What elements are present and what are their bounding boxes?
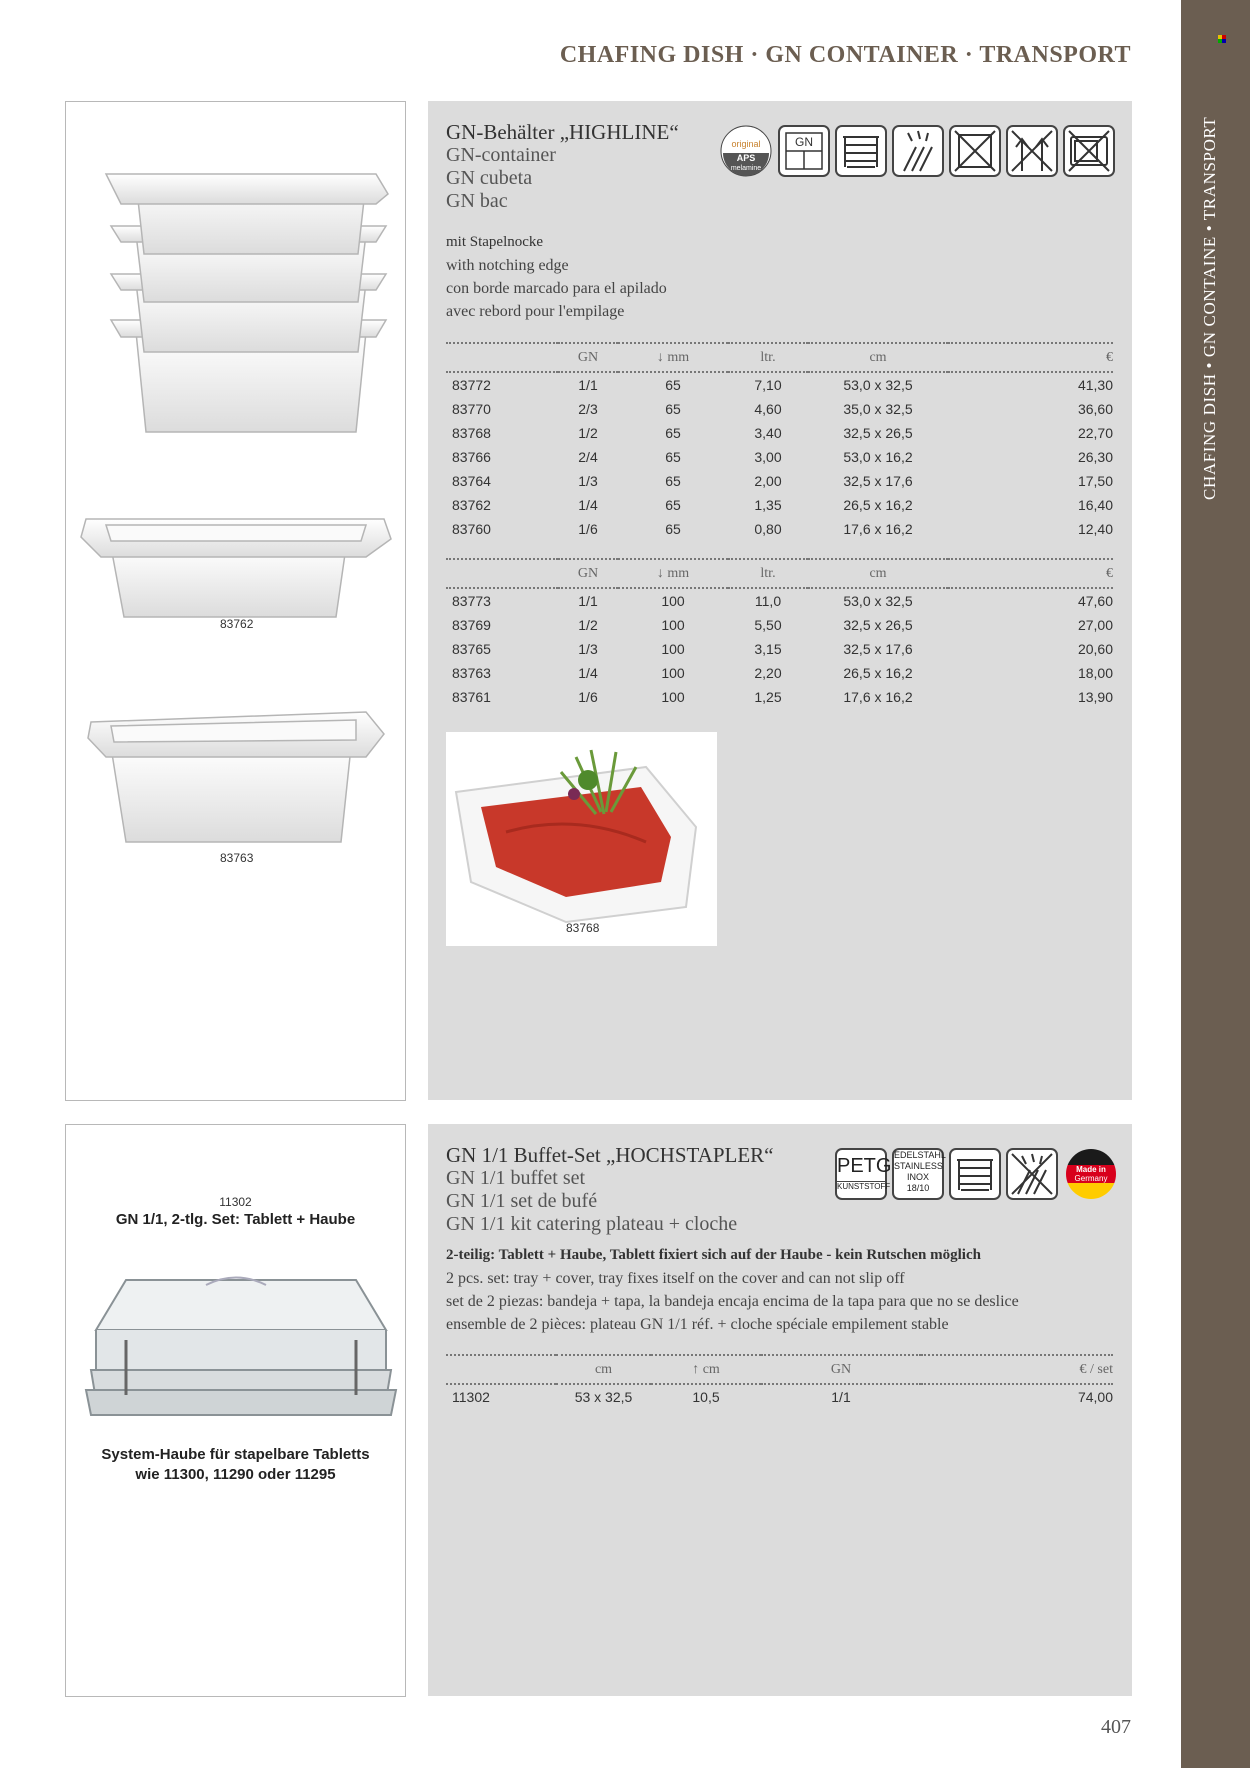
header-price: € [1106,565,1113,581]
badge-aps: APS [736,153,756,163]
steel-line1: EDELSTAHL [894,1150,946,1160]
table-cell: 36,60 [1077,401,1113,417]
table-cell: 12,40 [1077,521,1113,537]
product-heading [446,121,679,213]
left-footer-line2: wie 11300, 11290 oder 11295 [135,1466,336,1483]
header-mm: ↓ mm [656,349,690,365]
desc-es: con borde marcado para el apilado [446,280,667,297]
table-header [446,1355,1113,1384]
left-footer-line1: System-Haube für stapelbare Tabletts [101,1446,370,1463]
product-title: GN-Behälter „HIGHLINE“ [446,120,679,144]
table-cell: 2/4 [578,449,598,465]
table-cell: 0,80 [754,521,782,537]
buffet-set-image [66,1250,405,1430]
table-header [446,343,1113,372]
gn-icon-label: GN [795,135,813,149]
petg-label: PETG [837,1155,892,1177]
table-cell: 35,0 x 32,5 [843,401,913,417]
steel-line3: INOX [906,1172,929,1182]
desc-de: 2-teilig: Tablett + Haube, Tablett fixiert sich auf der Haube - kein Rutschen möglich [446,1247,981,1263]
buffet-set-image-frame [65,1124,406,1697]
stackable-icon [835,125,887,177]
badge-original: original [731,139,761,149]
table-cell: 100 [661,689,685,705]
table-cell: 32,5 x 17,6 [843,473,913,489]
page-title: CHAFING DISH · GN CONTAINER · TRANSPORT [559,42,1131,68]
subtitle-fr: GN bac [446,190,508,212]
table-row [446,1384,1113,1409]
table-header [446,559,1113,588]
table-cell: 83766 [452,449,491,465]
header-price: € [1106,349,1113,365]
table-cell: 27,00 [1077,617,1113,633]
steel-line4: 18/10 [906,1183,930,1193]
left-footer [66,1445,405,1485]
table-cell: 32,5 x 26,5 [843,617,913,633]
germany-line2: Germany [1074,1174,1108,1183]
table-cell: 65 [665,473,681,489]
table-cell: 4,60 [754,401,782,417]
table-cell: 1/6 [578,521,598,537]
arrow-down-icon: ↓ [656,349,664,365]
header-gn: GN [577,565,599,581]
arrow-down-icon: ↓ [656,565,664,581]
desc-es: set de 2 piezas: bandeja + tapa, la bandeja encaja encima de la tapa para que no se deslice [446,1293,1019,1310]
table-body [446,372,1113,541]
steel-line2: STAINLESS [894,1161,943,1171]
header-gn: GN [577,349,599,365]
stainless-icon [892,1148,944,1200]
no-microwave-icon [1063,125,1115,177]
table-row [446,685,1113,709]
table-row [446,661,1113,685]
table-cell: 83764 [452,473,491,489]
header-cm: cm [869,349,887,365]
caption-83768: 83768 [566,921,600,935]
table-cell: 83760 [452,521,491,537]
header-height: ↑ cm [692,1361,720,1377]
table-row [446,421,1113,445]
table-cell: 32,5 x 17,6 [843,641,913,657]
table-row [446,588,1113,613]
table-cell: 83763 [452,665,491,681]
table-cell: 83765 [452,641,491,657]
table-cell: 100 [661,593,685,609]
no-oven-icon [949,125,1001,177]
table-cell: 53 x 32,5 [574,1389,633,1405]
desc-fr: ensemble de 2 pièces: plateau GN 1/1 réf. + cloche spéciale empilement stable [446,1316,949,1333]
table-cell: 53,0 x 32,5 [843,593,913,609]
container-83763-image [66,702,405,852]
table-cell: 13,90 [1077,689,1113,705]
caption-83762: 83762 [220,617,254,631]
table-row [446,372,1113,397]
gn-icon [778,125,830,177]
table-cell: 65 [665,377,681,393]
table-cell: 83772 [452,377,491,393]
subtitle-es: GN 1/1 set de bufé [446,1190,598,1212]
table-cell: 1/3 [578,473,598,489]
no-dishwasher-icon [1006,1148,1058,1200]
sidebar-label: CHAFING DISH • GN CONTAINE • TRANSPORT [1200,116,1219,500]
subtitle-fr: GN 1/1 kit catering plateau + cloche [446,1213,738,1235]
product-panel-hochstapler [428,1124,1132,1696]
table-cell: 1/4 [578,497,598,513]
container-83762-image [66,497,405,627]
product-heading [446,1144,774,1236]
left-product-title: GN 1/1, 2-tlg. Set: Tablett + Haube [115,1211,356,1228]
aps-melamine-badge-icon [720,125,772,177]
stackable-icon [949,1148,1001,1200]
table-cell: 83770 [452,401,491,417]
header-mm: ↓ mm [656,565,690,581]
table-cell: 53,0 x 16,2 [843,449,913,465]
table-cell: 65 [665,449,681,465]
table-cell: 1/6 [578,689,598,705]
table-row [446,397,1113,421]
table-row [446,613,1113,637]
table-cell: 10,5 [692,1389,720,1405]
table-cell: 100 [661,617,685,633]
header-cm: cm [869,565,887,581]
table-cell: 65 [665,497,681,513]
table-row [446,637,1113,661]
price-table-65mm [446,342,1113,541]
header-price: € / set [1079,1361,1113,1377]
table-body [446,1384,1113,1409]
subtitle-en: GN 1/1 buffet set [446,1167,586,1189]
table-cell: 65 [665,425,681,441]
page-number: 407 [1101,1716,1131,1738]
stacked-containers-image [66,162,405,462]
petg-icon [835,1148,892,1200]
desc-en: with notching edge [446,257,569,274]
table-cell: 53,0 x 32,5 [843,377,913,393]
table-cell: 83768 [452,425,491,441]
table-cell: 5,50 [754,617,782,633]
table-cell: 17,50 [1077,473,1113,489]
table-cell: 2,20 [754,665,782,681]
product-description [446,1244,1019,1336]
table-cell: 22,70 [1077,425,1113,441]
table-row [446,493,1113,517]
color-mark-icon [1218,35,1226,43]
desc-fr: avec rebord pour l'empilage [446,303,625,320]
desc-en: 2 pcs. set: tray + cover, tray fixes itself on the cover and can not slip off [446,1270,905,1287]
table-cell: 1/2 [578,617,598,633]
table-cell: 18,00 [1077,665,1113,681]
table-cell: 11302 [452,1389,490,1405]
table-cell: 74,00 [1077,1389,1113,1405]
table-cell: 26,5 x 16,2 [843,665,913,681]
table-cell: 1/2 [578,425,598,441]
arrow-up-icon: ↑ [692,1361,700,1377]
table-cell: 100 [661,641,685,657]
table-cell: 26,5 x 16,2 [843,497,913,513]
table-cell: 32,5 x 26,5 [843,425,913,441]
table-cell: 1/1 [831,1389,851,1405]
germany-line1: Made in [1076,1165,1106,1174]
table-cell: 83769 [452,617,491,633]
product-panel-highline [428,101,1132,1100]
table-cell: 11,0 [754,593,782,609]
table-row [446,469,1113,493]
table-cell: 83762 [452,497,491,513]
table-cell: 16,40 [1077,497,1113,513]
table-cell: 1/3 [578,641,598,657]
product-description [446,231,667,323]
caption-83763: 83763 [220,851,254,865]
table-cell: 100 [661,665,685,681]
table-cell: 17,6 x 16,2 [843,521,913,537]
petg-material: KUNSTSTOFF [837,1182,891,1191]
table-cell: 41,30 [1077,377,1113,393]
product-title: GN 1/1 Buffet-Set „HOCHSTAPLER“ [446,1143,774,1167]
subtitle-en: GN-container [446,144,556,166]
badge-melamine: melamine [730,165,762,172]
table-cell: 1/1 [578,593,598,609]
desc-de: mit Stapelnocke [446,234,544,250]
header-ltr: ltr. [760,349,776,365]
feature-icons [720,125,1120,179]
made-in-germany-icon [1065,1148,1117,1200]
table-cell: 47,60 [1077,593,1113,609]
price-table-100mm [446,558,1113,709]
header-ltr: ltr. [760,565,776,581]
table-cell: 1/1 [578,377,598,393]
left-product-code: 11302 [219,1195,252,1209]
price-table-buffet-set [446,1354,1113,1409]
table-cell: 3,00 [754,449,782,465]
table-cell: 2,00 [754,473,782,489]
product-photo [446,732,717,946]
tomato-dish-image [446,732,717,946]
dishwasher-icon [892,125,944,177]
table-cell: 83761 [452,689,491,705]
feature-icons [835,1148,1125,1202]
header-gn: GN [830,1361,852,1377]
header-cm: cm [594,1361,613,1377]
table-body [446,588,1113,709]
table-cell: 26,30 [1077,449,1113,465]
table-cell: 1,35 [754,497,782,513]
no-freezer-icon [1006,125,1058,177]
table-cell: 3,40 [754,425,782,441]
table-cell: 83773 [452,593,491,609]
table-cell: 17,6 x 16,2 [843,689,913,705]
table-cell: 65 [665,401,681,417]
product-image-frame [65,101,406,1101]
table-cell: 65 [665,521,681,537]
subtitle-es: GN cubeta [446,167,533,189]
table-cell: 1,25 [754,689,782,705]
table-cell: 7,10 [754,377,782,393]
table-row [446,517,1113,541]
table-cell: 1/4 [578,665,598,681]
table-cell: 20,60 [1077,641,1113,657]
table-cell: 3,15 [754,641,782,657]
table-row [446,445,1113,469]
table-cell: 2/3 [578,401,598,417]
